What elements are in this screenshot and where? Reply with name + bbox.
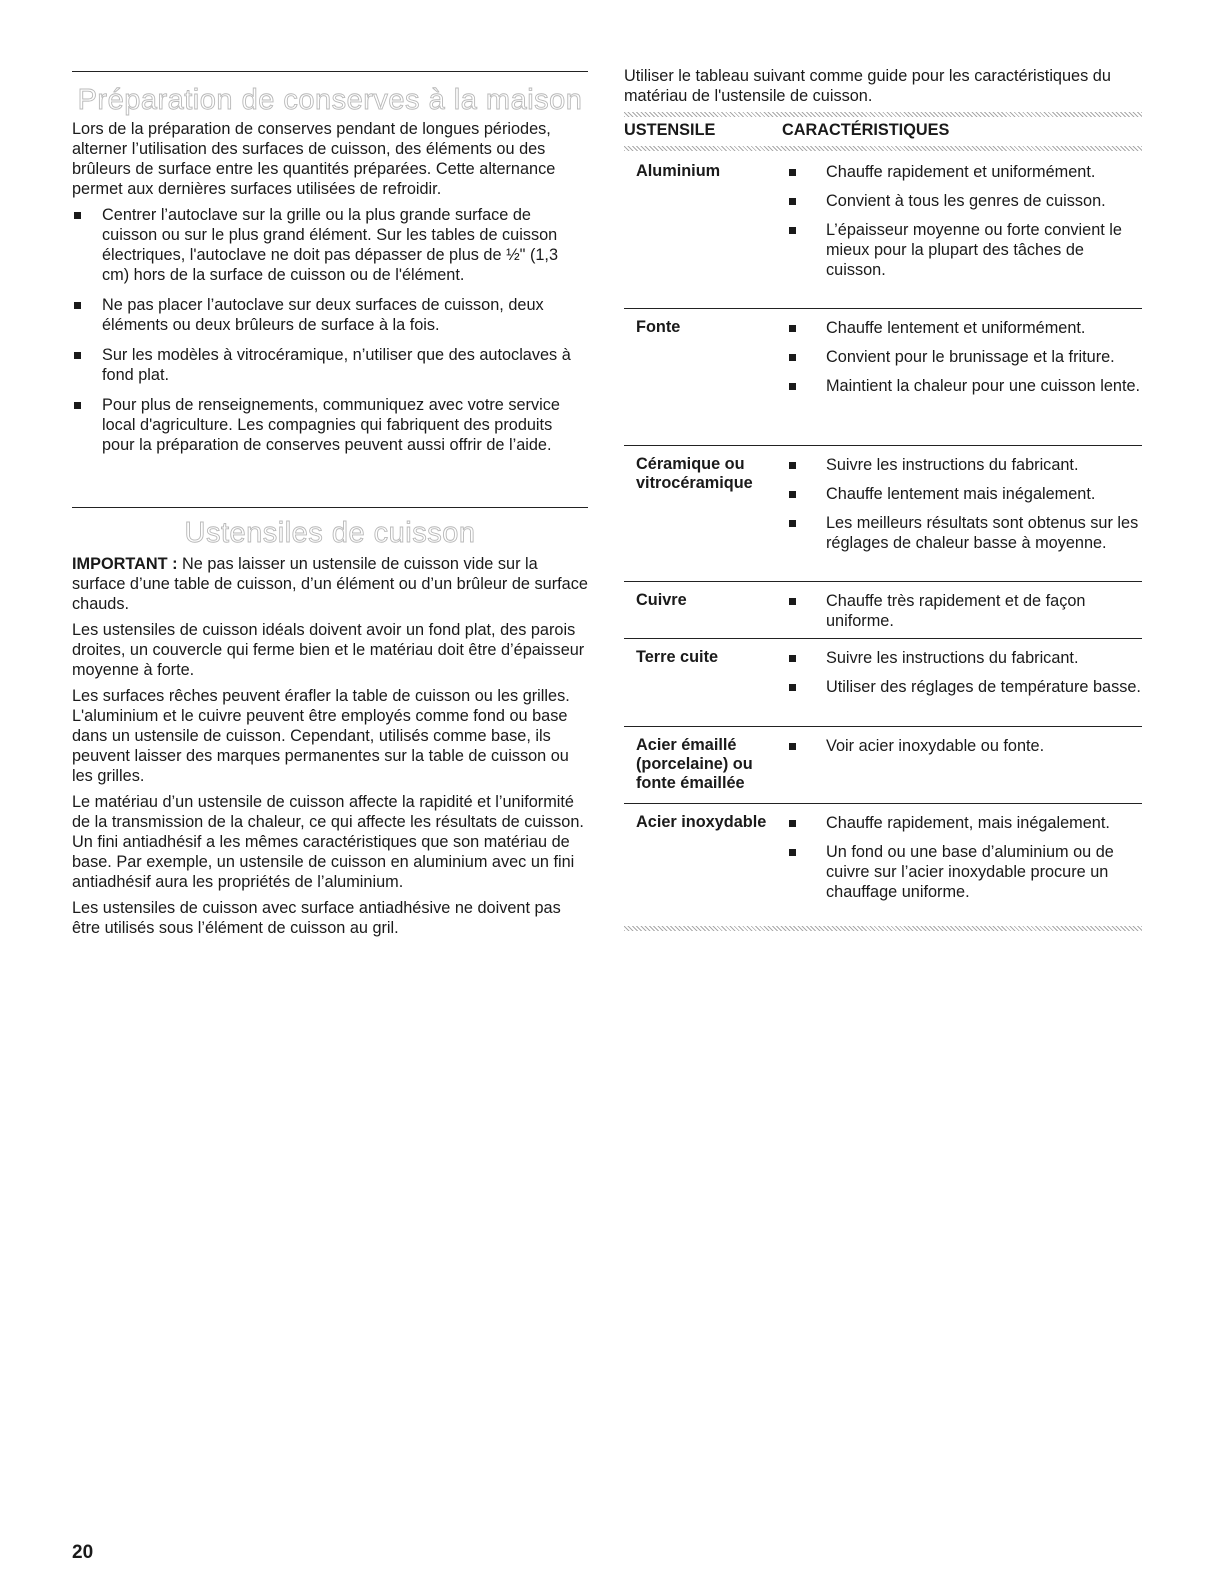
bullet-square-icon xyxy=(789,462,796,469)
table-intro: Utiliser le tableau suivant comme guide pour les caractéristiques du matériau de l'ustensile de cuisson. xyxy=(624,67,1111,105)
paragraph: Les ustensiles de cuisson idéals doivent avoir un fond plat, des parois droites, un couvercle qui ferme bien et le matériau doit être d’épaisseur moyenne à forte. xyxy=(72,621,585,679)
table-row xyxy=(624,726,1142,792)
characteristics xyxy=(784,591,1142,640)
bullet-square-icon xyxy=(789,743,796,750)
material-name: Céramique ou vitrocéramique xyxy=(636,455,753,492)
column-header-ustensile: USTENSILE xyxy=(624,121,716,139)
bullet-square-icon xyxy=(789,820,796,827)
characteristics xyxy=(784,455,1142,562)
list-item: Les meilleurs résultats sont obtenus sur les réglages de chaleur basse à moyenne. xyxy=(784,513,1142,553)
list-item: Sur les modèles à vitrocéramique, n’utiliser que des autoclaves à fond plat. xyxy=(72,345,588,385)
paragraph: Les surfaces rêches peuvent érafler la table de cuisson ou les grilles. L'aluminium et le cuivre peuvent être employés comme fond ou base dans un ustensile de cuisson. Cependant, utilisés comme base, ils peuvent laisser des marques permanentes sur la table de cuisson ou les grilles. xyxy=(72,687,570,785)
material-name: Aluminium xyxy=(636,162,721,180)
list-item: Chauffe lentement et uniformément. xyxy=(784,318,1142,338)
cookware-section xyxy=(72,554,588,944)
canning-heading: Préparation de conserves à la maison xyxy=(77,84,583,116)
material-name: Acier inoxydable xyxy=(636,813,767,831)
bullet-square-icon xyxy=(789,169,796,176)
bullet-square-icon xyxy=(789,491,796,498)
bullet-square-icon xyxy=(789,325,796,332)
column-header-caracteristiques: CARACTÉRISTIQUES xyxy=(782,121,950,139)
list-item: Voir acier inoxydable ou fonte. xyxy=(784,736,1142,756)
top-rule xyxy=(72,71,588,72)
bullet-square-icon xyxy=(789,354,796,361)
bullet-square-icon xyxy=(74,212,81,219)
list-item: Suivre les instructions du fabricant. xyxy=(784,455,1142,475)
section-rule xyxy=(72,507,588,508)
characteristics xyxy=(784,648,1142,706)
list-item: Maintient la chaleur pour une cuisson lente. xyxy=(784,376,1142,396)
table-row xyxy=(624,308,1142,395)
bullet-square-icon xyxy=(789,227,796,234)
list-item: Un fond ou une base d’aluminium ou de cuivre sur l’acier inoxydable procure un chauffage uniforme. xyxy=(784,842,1142,902)
list-item: Utiliser des réglages de température basse. xyxy=(784,677,1142,697)
bullet-square-icon xyxy=(74,402,81,409)
bullet-square-icon xyxy=(789,383,796,390)
paragraph: Le matériau d’un ustensile de cuisson affecte la rapidité et l’uniformité de la transmission de la chaleur, ce qui affecte les résultats de cuisson. Un fini antiadhésif a les mêmes caractéristiques que son matériau de base. Par exemple, un ustensile de cuisson en aluminium avec un fini antiadhésif aura les propriétés de l’aluminium. xyxy=(72,793,584,891)
material-name: Cuivre xyxy=(636,591,687,609)
characteristics xyxy=(784,813,1142,911)
hatched-rule xyxy=(624,146,1142,151)
bullet-square-icon xyxy=(789,198,796,205)
list-item: Suivre les instructions du fabricant. xyxy=(784,648,1142,668)
list-item: Chauffe très rapidement et de façon uniforme. xyxy=(784,591,1142,631)
table-row xyxy=(624,638,1142,696)
list-item: Pour plus de renseignements, communiquez avec votre service local d'agriculture. Les compagnies qui fabriquent des produits pour la préparation de conserves peuvent aussi offrir de l’aide. xyxy=(72,395,588,455)
paragraph: Les ustensiles de cuisson avec surface antiadhésive ne doivent pas être utilisés sous l’élément de cuisson au gril. xyxy=(72,899,561,937)
important-label: IMPORTANT : xyxy=(72,555,178,573)
hatched-rule xyxy=(624,112,1142,117)
material-name: Acier émaillé (porcelaine) ou fonte émaillée xyxy=(636,736,753,792)
canning-section xyxy=(72,119,588,465)
list-item: Chauffe rapidement, mais inégalement. xyxy=(784,813,1142,833)
important-note: IMPORTANT : Ne pas laisser un ustensile de cuisson vide sur la surface d’une table de cuisson, d’un élément ou d’un brûleur de surface chauds. xyxy=(72,555,588,613)
list-item: Convient pour le brunissage et la friture. xyxy=(784,347,1142,367)
list-item: Convient à tous les genres de cuisson. xyxy=(784,191,1142,211)
bullet-square-icon xyxy=(789,655,796,662)
cookware-heading: Ustensiles de cuisson xyxy=(184,517,476,549)
bullet-square-icon xyxy=(789,684,796,691)
material-name: Fonte xyxy=(636,318,681,336)
table-row xyxy=(624,803,1142,901)
page-number: 20 xyxy=(72,1542,94,1563)
characteristics xyxy=(784,318,1142,405)
table-row xyxy=(624,445,1142,552)
list-item: Chauffe lentement mais inégalement. xyxy=(784,484,1142,504)
table-row xyxy=(624,581,1142,630)
list-item: L’épaisseur moyenne ou forte convient le mieux pour la plupart des tâches de cuisson. xyxy=(784,220,1142,280)
hatched-rule xyxy=(624,926,1142,931)
characteristics xyxy=(784,736,1142,765)
list-item: Centrer l’autoclave sur la grille ou la plus grande surface de cuisson ou sur le plus grand élément. Sur les tables de cuisson électriques, l'autoclave ne doit pas dépasser de plus de ½" (1,3 cm) hors de la surface de cuisson ou de l'élément. xyxy=(72,205,588,285)
characteristics xyxy=(784,162,1142,289)
bullet-square-icon xyxy=(789,598,796,605)
bullet-square-icon xyxy=(789,520,796,527)
list-item: Chauffe rapidement et uniformément. xyxy=(784,162,1142,182)
bullet-square-icon xyxy=(74,352,81,359)
bullet-square-icon xyxy=(789,849,796,856)
bullet-square-icon xyxy=(74,302,81,309)
list-item: Ne pas placer l’autoclave sur deux surfaces de cuisson, deux éléments ou deux brûleurs de surface à la fois. xyxy=(72,295,588,335)
material-name: Terre cuite xyxy=(636,648,719,666)
canning-intro: Lors de la préparation de conserves pendant de longues périodes, alterner l’utilisation des surfaces de cuisson, des éléments ou des brûleurs de surface entre les quantités préparées. Cette alternance permet aux dernières surfaces utilisées de refroidir. xyxy=(72,120,556,198)
